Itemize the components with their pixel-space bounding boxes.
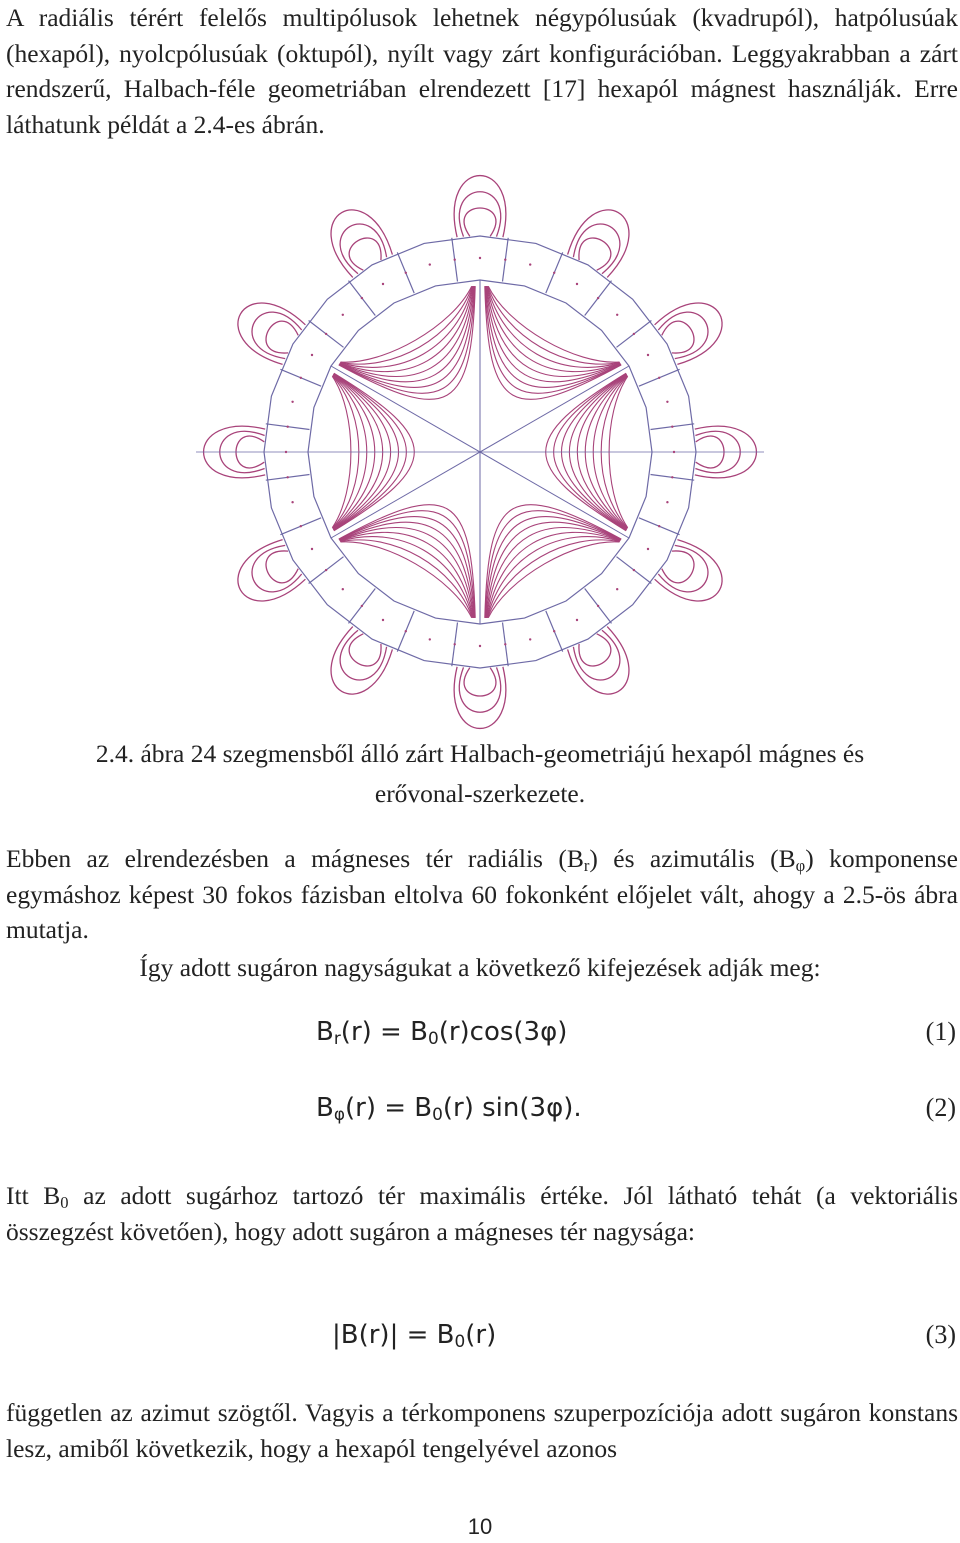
outer-field-lobe (266, 551, 298, 583)
field-point (597, 605, 599, 607)
page-number: 10 (467, 1514, 493, 1539)
field-point (658, 525, 660, 527)
figure-caption-line2: erővonal-szerkezete. (374, 779, 586, 808)
field-point (666, 401, 668, 403)
paragraph-expressions-intro: Így adott sugáron nagyságukat a következő kifejezések adják meg: (139, 953, 821, 982)
field-point (529, 638, 531, 640)
field-point (454, 259, 456, 261)
outer-field-lobe (579, 634, 611, 666)
equation-2 (0, 1093, 960, 1143)
field-point (529, 263, 531, 265)
field-point (382, 619, 384, 621)
outer-field-lobe (464, 668, 496, 696)
figure-caption-line1: 2.4. ábra 24 szegmensből álló zárt Halbach-geometriájú hexapól mágnes és (95, 739, 865, 768)
p2-text-a: Ebben az elrendezésben a mágneses tér radiális (B (6, 844, 584, 873)
field-point (576, 619, 578, 621)
inner-field-line (485, 286, 621, 393)
field-point (300, 525, 302, 527)
field-point (504, 259, 506, 261)
field-point (647, 548, 649, 550)
inner-field-line (487, 528, 621, 618)
outer-field-lobe (579, 238, 611, 270)
field-point (616, 314, 618, 316)
paragraph-field-components (6, 841, 958, 948)
outer-field-lobe (454, 667, 506, 729)
field-point (342, 314, 344, 316)
field-point (576, 283, 578, 285)
field-point (291, 401, 293, 403)
field-point (671, 426, 673, 428)
field-point (479, 645, 481, 647)
equation-3-number: (3) (925, 1320, 956, 1349)
field-point (658, 377, 660, 379)
p2-sub-phi: φ (795, 856, 806, 876)
equation-1-number: (1) (925, 1017, 956, 1046)
field-point (287, 426, 289, 428)
field-point (479, 257, 481, 259)
equation-2-formula: $B_\varphi(r) = B_0(r)$ sin(3φ). (316, 1093, 582, 1125)
field-point (633, 569, 635, 571)
field-point (405, 272, 407, 274)
paragraph-b0-definition (6, 1178, 958, 1249)
field-point (666, 501, 668, 503)
field-point (454, 643, 456, 645)
symmetry-axes (196, 280, 764, 624)
inner-field-line (485, 511, 621, 618)
outer-field-lobe (349, 238, 381, 270)
halbach-hexapole-figure (196, 168, 764, 736)
field-point (647, 354, 649, 356)
field-point (673, 451, 675, 453)
p2-text-c: ) komponense egymáshoz képest 30 fokos fázisban eltolva 60 fokonként előjelet vált, ahogy a 2.5-ös ábra mutatja. (6, 844, 958, 944)
field-point (597, 297, 599, 299)
outer-field-lobe (662, 321, 694, 353)
equation-1 (0, 1017, 960, 1067)
p2-sub-r: r (583, 856, 590, 876)
field-point (429, 263, 431, 265)
p3-text-a: Itt B (6, 1181, 61, 1210)
intro-paragraph: A radiális térért felelős multipólusok lehetnek négypólusúak (kvadrupól), hatpólusúak (hexapól), nyolcpólusúak (oktupól), nyílt vagy zárt konfigurációban. Leggyakrabban a zárt rendszerű, Halbach-féle geometriában elrendezett [17] hexapól mágnest használják. Erre láthatunk példát a 2.4-es ábrán. (6, 3, 958, 139)
field-point (285, 451, 287, 453)
outer-field-lobe (454, 176, 506, 238)
field-point (504, 643, 506, 645)
equation-2-number: (2) (925, 1093, 956, 1122)
p3-text-b: az adott sugárhoz tartozó tér maximális értéke. Jól látható tehát (a vektoriális összegzést követően), hogy adott sugáron a mágneses tér nagysága: (6, 1181, 958, 1246)
equation-1-formula: $B_r(r) = B_0(r)\cos(3\varphi)$ (316, 1017, 568, 1049)
field-point (361, 605, 363, 607)
field-point (325, 333, 327, 335)
field-point (311, 548, 313, 550)
field-point (405, 630, 407, 632)
field-point (291, 501, 293, 503)
inner-field-line (339, 511, 475, 618)
outer-field-lobe (464, 208, 496, 236)
field-point (553, 272, 555, 274)
field-point (671, 476, 673, 478)
field-point (361, 297, 363, 299)
paragraph-superposition: független az azimut szögtől. Vagyis a térkomponens szuperpozíciója adott sugáron konstans lesz, amiből következik, hogy a hexapól tengelyével azonos (6, 1398, 958, 1463)
inner-field-line (487, 286, 621, 376)
inner-field-line (340, 528, 474, 618)
field-point (325, 569, 327, 571)
inner-field-line (340, 286, 474, 376)
equation-3 (0, 1320, 960, 1370)
field-point (300, 377, 302, 379)
field-point (287, 476, 289, 478)
field-point (382, 283, 384, 285)
field-point (633, 333, 635, 335)
outer-field-lobe (662, 551, 694, 583)
field-point (616, 588, 618, 590)
inner-field-line (339, 286, 475, 393)
equation-3-formula: $|B(r)| = B_0(r)$ (332, 1320, 497, 1352)
field-point (311, 354, 313, 356)
outer-field-lobe (266, 321, 298, 353)
field-point (553, 630, 555, 632)
outer-field-lobe (349, 634, 381, 666)
p2-text-b: ) és azimutális (B (589, 844, 796, 873)
p3-sub-0: 0 (60, 1193, 69, 1213)
field-point (342, 588, 344, 590)
field-point (429, 638, 431, 640)
